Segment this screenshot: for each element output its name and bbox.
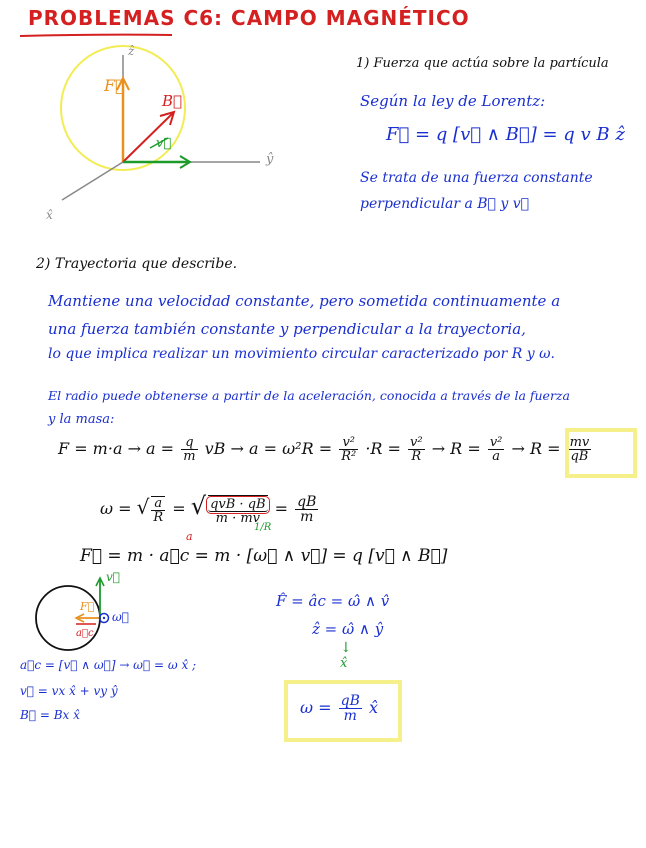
omega-result: ω = $\frac{qB}{m}$ x̂ bbox=[300, 693, 379, 724]
part2-para1-line1: Mantiene una velocidad constante, pero sometida continuamente a bbox=[48, 292, 561, 310]
derivation-arrow: ↓ bbox=[340, 640, 352, 656]
part1-note-line2: perpendicular a B⃗ y v⃗ bbox=[360, 196, 530, 212]
part1-heading: 1) Fuerza que actúa sobre la partícula bbox=[356, 56, 609, 71]
page-title: PROBLEMAS C6: CAMPO MAGNÉTICO bbox=[28, 6, 470, 30]
centripetal-label: a⃗c bbox=[76, 628, 94, 639]
omega-label-2: ω⃗ bbox=[112, 610, 129, 624]
force-equation: F⃗ = m · a⃗c = m · [ω⃗ ∧ v⃗] = q [v⃗ ∧ B⃗] bbox=[80, 546, 448, 566]
radius-equation: F = m·a → a = $\frac{q}{m}$ vB → a = ω²R = $\frac{\text{v²}}{\text{R²}}$ ·R = $\frac{\text{v²}}{R}$ → R = $\frac{\text{v²}}{a}$ → R = $\frac{mv}{qB}$ bbox=[58, 435, 590, 464]
part2-para2-line1: El radio puede obtenerse a partir de la aceleración, conocida a través de la fuerza bbox=[48, 388, 570, 403]
z-axis-label: ẑ bbox=[128, 44, 135, 58]
force-vector-label: F⃗ bbox=[104, 76, 125, 95]
derivation-line1: F̂ = âc = ω̂ ∧ v̂ bbox=[276, 592, 390, 610]
velocity-label-2: v⃗ bbox=[106, 570, 120, 584]
part1-note-line1: Se trata de una fuerza constante bbox=[360, 170, 593, 186]
x-axis-label: x̂ bbox=[46, 208, 53, 222]
force-label-2: F⃗ bbox=[80, 600, 95, 613]
part2-para1-line3: lo que implica realizar un movimiento circular caracterizado por R y ω. bbox=[48, 346, 555, 362]
diagram2-line2: v⃗ = vx x̂ + vy ŷ bbox=[20, 684, 118, 698]
velocity-vector-label: v⃗ bbox=[156, 136, 172, 151]
part2-para1-line2: una fuerza también constante y perpendicular a la trayectoria, bbox=[48, 320, 526, 338]
field-vector-label: B⃗ bbox=[162, 92, 183, 110]
y-axis-label: ŷ bbox=[266, 152, 274, 167]
part2-para2-line2: y la masa: bbox=[48, 412, 115, 427]
omega-equation: ω = √ $\frac{a}{R}$ = √ $\frac{\text{qvB · qB}}{m \cdot mv}$ = $\frac{qB}{m}$ bbox=[100, 492, 317, 526]
lorentz-equation: F⃗ = q [v⃗ ∧ B⃗] = q v B ẑ bbox=[386, 124, 625, 145]
derivation-line2: ẑ = ω̂ ∧ ŷ bbox=[312, 620, 384, 638]
part2-heading: 2) Trayectoria que describe. bbox=[36, 256, 238, 272]
derivation-line3: x̂ bbox=[340, 656, 348, 671]
diagram2-line1: a⃗c = [v⃗ ∧ ω⃗] → ω⃗ = ω x̂ ; bbox=[20, 658, 197, 672]
part1-intro: Según la ley de Lorentz: bbox=[360, 92, 546, 110]
acceleration-note: a bbox=[186, 530, 193, 543]
inverse-radius-note: 1/R bbox=[254, 522, 272, 533]
diagram2-line3: B⃗ = Bx x̂ bbox=[20, 708, 80, 722]
